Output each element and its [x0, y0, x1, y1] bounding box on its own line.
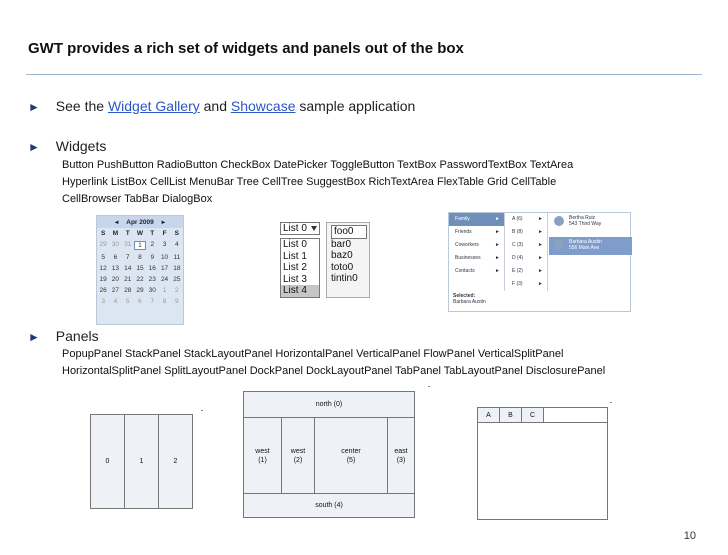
page-number: 10: [683, 530, 696, 542]
datepicker-day[interactable]: 19: [99, 276, 107, 283]
cellbrowser-selection: Selected: Barbara Austin: [453, 293, 486, 305]
datepicker-day[interactable]: 2: [150, 241, 155, 248]
multi-listbox-item[interactable]: tintin0: [331, 273, 358, 284]
widgets-list: [62, 157, 573, 208]
datepicker-day-header: M: [112, 230, 119, 237]
chevron-down-icon: [311, 226, 317, 231]
datepicker-day-header: T: [150, 230, 155, 237]
datepicker-day[interactable]: 29: [99, 241, 107, 248]
datepicker-day[interactable]: 3: [162, 241, 167, 248]
datepicker-day[interactable]: 9: [150, 254, 155, 261]
prev-month-icon[interactable]: ◂: [115, 219, 119, 226]
listbox-dropdown-value: List 0: [283, 223, 307, 234]
datepicker-day[interactable]: 10: [160, 254, 169, 261]
showcase-link[interactable]: Showcase: [230, 98, 296, 114]
datepicker-day[interactable]: 21: [124, 276, 132, 283]
datepicker-day-header: S: [174, 230, 180, 237]
cellbrowser-letter[interactable]: C (3) ►: [512, 242, 543, 248]
datepicker-day[interactable]: 4: [113, 298, 118, 305]
widgets-line: CellBrowser TabBar DialogBox: [62, 193, 213, 205]
bullet-widgets: [28, 138, 106, 154]
listbox-dropdown[interactable]: [280, 222, 320, 235]
datepicker-day[interactable]: 6: [138, 298, 142, 305]
tick-mark: [201, 410, 203, 411]
bullet-panels: [28, 328, 99, 344]
listbox-item[interactable]: List 1: [283, 250, 307, 262]
cellbrowser-group[interactable]: Family ►: [449, 213, 504, 226]
bullet-showcase: [28, 98, 415, 114]
bullet-prefix: See the: [55, 98, 105, 114]
datepicker-day[interactable]: 16: [148, 265, 156, 272]
datepicker-day[interactable]: 5: [125, 298, 130, 305]
datepicker-day-header: S: [100, 230, 106, 237]
datepicker-day[interactable]: 20: [111, 276, 120, 283]
cellbrowser-people: [549, 213, 632, 291]
datepicker-grid: [97, 228, 183, 305]
avatar-icon: [554, 216, 564, 226]
dock-panel-diagram: [243, 391, 415, 518]
horizontal-panel-diagram: [90, 414, 193, 509]
datepicker-day[interactable]: 22: [136, 276, 144, 283]
dock-south: south (4): [244, 493, 414, 517]
datepicker-day[interactable]: 8: [162, 298, 167, 305]
cellbrowser-screenshot: [448, 212, 631, 312]
datepicker-day-header: F: [162, 230, 167, 237]
cellbrowser-group[interactable]: Businesses ►: [455, 255, 500, 261]
panel-cell: 1: [125, 415, 159, 508]
listbox-item[interactable]: List 0: [283, 239, 307, 250]
datepicker-day[interactable]: 1: [134, 241, 146, 250]
next-month-icon[interactable]: ▸: [161, 219, 165, 226]
cellbrowser-person[interactable]: Bertha Ruiz 543 Third Way: [549, 213, 632, 231]
widgets-line: Hyperlink ListBox CellList MenuBar Tree CellTree SuggestBox RichTextArea FlexTable Grid CellTable: [62, 176, 557, 188]
datepicker-day[interactable]: 4: [175, 241, 179, 248]
datepicker-header: [97, 216, 183, 228]
datepicker-day[interactable]: 11: [173, 254, 181, 261]
bullet-arrow-icon: ►: [28, 140, 40, 154]
panels-line: PopupPanel StackPanel StackLayoutPanel HorizontalPanel VerticalPanel FlowPanel VerticalSplitPanel: [62, 348, 564, 360]
widgets-heading: Widgets: [55, 138, 107, 154]
datepicker-day[interactable]: 1: [162, 287, 167, 294]
datepicker-day[interactable]: 5: [101, 254, 105, 261]
datepicker-day[interactable]: 15: [136, 265, 144, 272]
panel-cell: 0: [91, 415, 125, 508]
datepicker-day-header: W: [136, 230, 144, 237]
multi-listbox-item[interactable]: toto0: [331, 261, 354, 273]
datepicker-day[interactable]: 7: [150, 298, 155, 305]
cellbrowser-group[interactable]: Friends ►: [455, 229, 500, 235]
dock-east: east (3): [394, 447, 408, 464]
cellbrowser-letter[interactable]: A (6) ►: [512, 216, 543, 222]
dock-west-2: west (2): [282, 418, 315, 493]
multi-listbox-item[interactable]: baz0: [331, 250, 353, 261]
listbox-list[interactable]: [280, 238, 320, 298]
cellbrowser-letter[interactable]: B (8) ►: [512, 229, 543, 235]
bullet-arrow-icon: ►: [28, 100, 40, 114]
avatar-icon: [554, 240, 564, 250]
dock-west-1: west (1): [244, 418, 282, 493]
cellbrowser-group[interactable]: Contacts ►: [455, 268, 500, 274]
datepicker-day[interactable]: 24: [160, 276, 169, 283]
datepicker-day[interactable]: 28: [124, 287, 132, 294]
bullet-suffix: sample application: [299, 98, 416, 114]
datepicker-day[interactable]: 25: [173, 276, 181, 283]
tab-c[interactable]: C: [522, 408, 544, 423]
widget-gallery-link[interactable]: Widget Gallery: [107, 98, 200, 114]
datepicker-day[interactable]: 26: [99, 287, 107, 294]
datepicker-day[interactable]: 27: [111, 287, 120, 294]
tick-mark: [610, 402, 612, 403]
bullet-mid: and: [203, 98, 227, 114]
datepicker-day[interactable]: 31: [124, 241, 132, 248]
datepicker-screenshot: [96, 215, 184, 325]
datepicker-day[interactable]: 30: [148, 287, 156, 294]
datepicker-day[interactable]: 29: [136, 287, 144, 294]
datepicker-day[interactable]: 3: [101, 298, 105, 305]
multi-listbox[interactable]: [326, 222, 370, 298]
datepicker-month: Apr 2009: [126, 218, 154, 226]
panel-cell: 2: [173, 458, 178, 465]
listbox-item-selected[interactable]: List 4: [281, 285, 319, 297]
panels-heading: Panels: [55, 328, 99, 344]
datepicker-day[interactable]: 2: [175, 287, 179, 294]
datepicker-day[interactable]: 18: [173, 265, 181, 272]
datepicker-day[interactable]: 9: [175, 298, 179, 305]
panels-list: [62, 346, 605, 380]
tick-mark: [428, 386, 430, 387]
datepicker-day[interactable]: 23: [148, 276, 156, 283]
datepicker-day[interactable]: 13: [111, 265, 120, 272]
cellbrowser-letter[interactable]: E (2) ►: [512, 268, 543, 274]
cellbrowser-letter[interactable]: D (4) ►: [512, 255, 543, 261]
panels-line: HorizontalSplitPanel SplitLayoutPanel DockPanel DockLayoutPanel TabPanel TabLayoutPanel DisclosurePanel: [62, 365, 606, 377]
slide-title: GWT provides a rich set of widgets and panels out of the box: [28, 40, 464, 57]
cellbrowser-person-selected[interactable]: Barbara Austin 556 Main Ave: [549, 237, 632, 255]
listbox-item[interactable]: List 3: [283, 273, 307, 285]
cellbrowser-letters: [506, 213, 548, 291]
datepicker-day-header: T: [125, 230, 130, 237]
datepicker-day[interactable]: 8: [138, 254, 142, 261]
tab-b[interactable]: B: [500, 408, 522, 423]
datepicker-day[interactable]: 30: [111, 241, 120, 248]
cellbrowser-group[interactable]: Coworkers ►: [455, 242, 500, 248]
datepicker-day[interactable]: 6: [113, 254, 118, 261]
tab-panel-diagram: [477, 407, 608, 520]
datepicker-day[interactable]: 7: [125, 254, 130, 261]
title-divider: [26, 74, 702, 75]
dock-center: center (5): [315, 418, 388, 493]
multi-listbox-item[interactable]: bar0: [331, 238, 352, 250]
bullet-arrow-icon: ►: [28, 330, 40, 344]
datepicker-day[interactable]: 17: [160, 265, 169, 272]
cellbrowser-groups: [449, 213, 505, 291]
cellbrowser-letter[interactable]: F (3) ►: [512, 281, 543, 287]
dock-north: north (0): [244, 392, 414, 418]
datepicker-day[interactable]: 14: [124, 265, 132, 272]
widgets-line: Button PushButton RadioButton CheckBox DatePicker ToggleButton TextBox PasswordTextBox TextArea: [62, 159, 574, 171]
listbox-item[interactable]: List 2: [283, 262, 307, 273]
multi-listbox-item[interactable]: foo0: [331, 225, 367, 239]
tab-bar: [478, 408, 544, 423]
datepicker-day[interactable]: 12: [99, 265, 107, 272]
tab-a[interactable]: A: [478, 408, 500, 423]
